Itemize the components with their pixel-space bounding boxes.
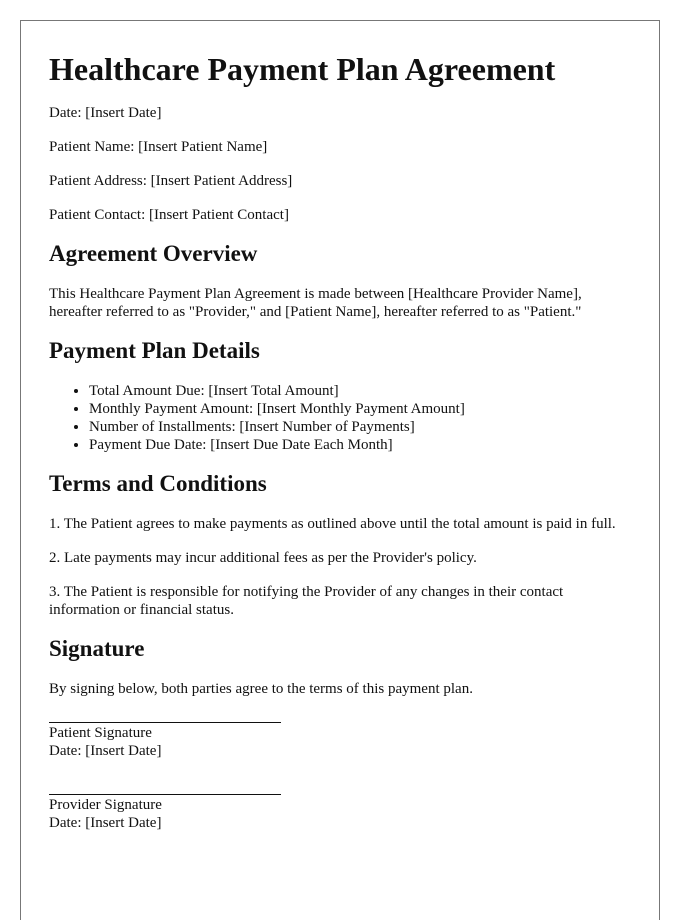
list-item: • Monthly Payment Amount: [Insert Monthly Payment Amount] [89, 400, 631, 418]
date-field: Date: [Insert Date] [49, 105, 162, 121]
patient-address-field: Patient Address: [Insert Patient Address] [49, 173, 293, 189]
list-item: • Number of Installments: [Insert Number of Payments] [89, 418, 631, 436]
document-title: Healthcare Payment Plan Agreement [49, 51, 556, 87]
term-item: 2. Late payments may incur additional fees as per the Provider's policy. [49, 550, 477, 566]
patient-signature-label: Patient Signature [49, 725, 152, 741]
overview-text: This Healthcare Payment Plan Agreement is made between [Healthcare Provider Name], hereafter referred to as "Provider," and [Patient Name], hereafter referred to as "Patient." [49, 286, 582, 320]
provider-signature-block [49, 794, 631, 832]
patient-contact-field: Patient Contact: [Insert Patient Contact] [49, 207, 289, 223]
patient-signature-date: Date: [Insert Date] [49, 743, 162, 759]
signature-heading: Signature [49, 636, 145, 661]
provider-signature-date: Date: [Insert Date] [49, 815, 162, 831]
patient-signature-block [49, 722, 631, 760]
document-page [20, 20, 660, 920]
term-item: 1. The Patient agrees to make payments as outlined above until the total amount is paid in full. [49, 516, 616, 532]
terms-heading: Terms and Conditions [49, 471, 267, 496]
term-item: 3. The Patient is responsible for notifying the Provider of any changes in their contact information or financial status. [49, 584, 564, 618]
signature-intro: By signing below, both parties agree to the terms of this payment plan. [49, 681, 473, 697]
provider-signature-line[interactable] [49, 794, 281, 795]
patient-signature-line[interactable] [49, 722, 281, 723]
list-item: • Payment Due Date: [Insert Due Date Each Month] [89, 436, 631, 454]
payment-details-list [49, 382, 631, 454]
patient-name-field: Patient Name: [Insert Patient Name] [49, 139, 268, 155]
provider-signature-label: Provider Signature [49, 797, 162, 813]
overview-heading: Agreement Overview [49, 241, 258, 266]
payment-details-heading: Payment Plan Details [49, 338, 260, 363]
list-item: • Total Amount Due: [Insert Total Amount] [89, 382, 631, 400]
